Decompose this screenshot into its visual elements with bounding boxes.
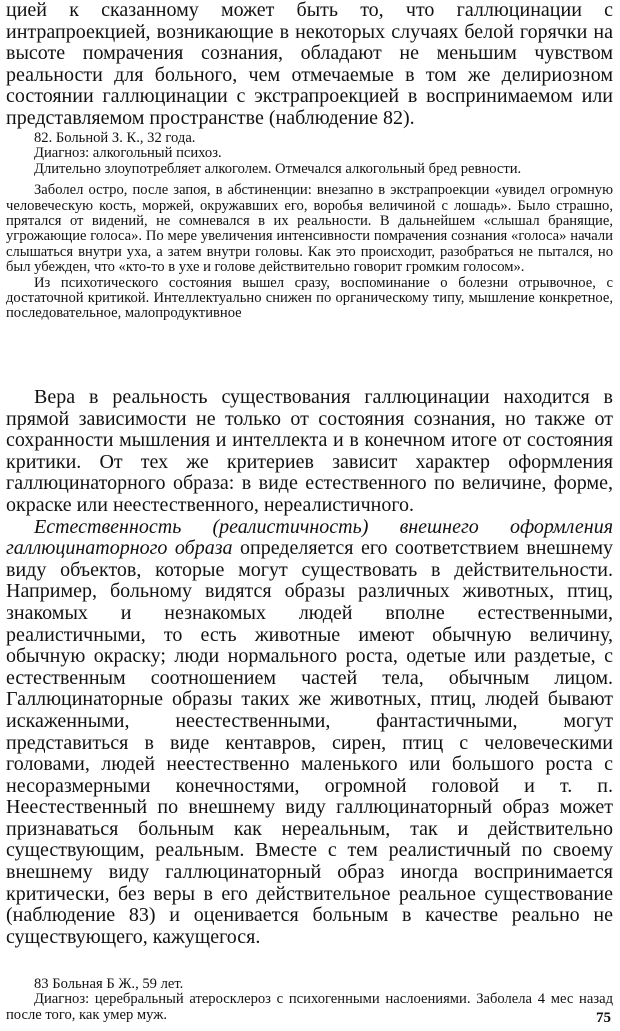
book-page — [6, 0, 613, 1031]
italic-term: Естественность (реалистичность) внешнего оформления галлюцинаторного образа — [6, 515, 613, 560]
case-82-header: 82. Больной З. К., 32 года. — [34, 130, 196, 146]
main-text — [6, 387, 613, 948]
case-82-history: Длительно злоупотребляет алкоголем. Отмечался алкогольный бред ревности. — [34, 160, 522, 177]
main-paragraph-2 — [6, 517, 613, 949]
case-82-paragraph-1: Заболел остро, после запоя, в абстиненции: внезапно в экстрапроекции «увидел огромную человеческую кость, моржей, окружавших его, воробья величиной с лошадь». Было страшно, прятался от видений, не сомневался в их реальности. В дальнейшем «слышал бранящие, угрожающие голоса». По мере увеличения интенсивности помрачения сознания «голоса» начали слышаться внутри уха, а затем внутри головы. Как это происходит, разобраться не пытался, но был убежден, что «кто-то в ухе и голове действительно говорит громким голосом». — [6, 182, 613, 276]
case-82-block — [6, 131, 613, 322]
top-paragraph: цией к сказанному может быть то, что галлюцинации с интрапроекцией, возникающие в некоторых случаях белой горячки на высоте помрачения сознания, обладают не меньшим чувством реальности для больного, чем отмечаемые в том же делириозном состоянии галлюцинации с экстрапроекцией в воспринимаемом или представляемом пространстве (наблюдение 82). — [6, 0, 613, 129]
page-number: 75 — [596, 1010, 611, 1026]
case-83-header: 83 Больная Б Ж., 59 лет. — [34, 976, 184, 992]
case-82-diagnosis: Диагноз: алкогольный психоз. — [34, 145, 222, 162]
main-paragraph-2-rest: определяется его соответствием внешнему виду объектов, которые могут существовать в действительности. Например, больному видятся образы различных животных, птиц, знакомых и незнакомых людей вполне естественными, реалистичными, то есть животные имеют обычную величину, обычную окраску; люди нормального роста, одетые или раздетые, с естественным соотношением частей тела, обычным лицом. Галлюцинаторные образы таких же животных, птиц, людей бывают искаженными, неестественными, фантастичными, могут представиться в виде кентавров, сирен, птиц с человеческими головами, людей неестественно маленького или большого роста с несоразмерными конечностями, огромной головой и т. п. Неестественный по внешнему виду галлюцинаторный образ может признаваться больным как нереальным, так и действительно существующим, реальным. Вместе с тем реалистичный по своему внешнему виду галлюцинаторный образ иногда воспринимается критически, без веры в его действительное реальное существование (наблюдение 83) и оценивается больным в качестве реально не существующего, кажущегося. — [6, 537, 613, 948]
main-paragraph-1: Вера в реальность существования галлюцинации находится в прямой зависимости не только от состояния сознания, но также от сохранности мышления и интеллекта и в конечном итоге от состояния критики. От тех же критериев зависит характер оформления галлюцинаторного образа: в виде естественного по величине, форме, окраске или неестественного, нереалистичного. — [6, 386, 613, 516]
case-82-paragraph-2: Из психотического состояния вышел сразу, воспоминание о болезни отрывочное, с достаточной критикой. Интеллектуально снижен по органическому типу, мышление конкретное, последовательное, малопродуктивное — [6, 274, 613, 322]
case-83-block — [6, 977, 613, 1023]
case-83-diagnosis: Диагноз: церебральный атеросклероз с психогенными наслоениями. Заболела 4 мес назад после того, как умер муж. — [6, 991, 613, 1023]
